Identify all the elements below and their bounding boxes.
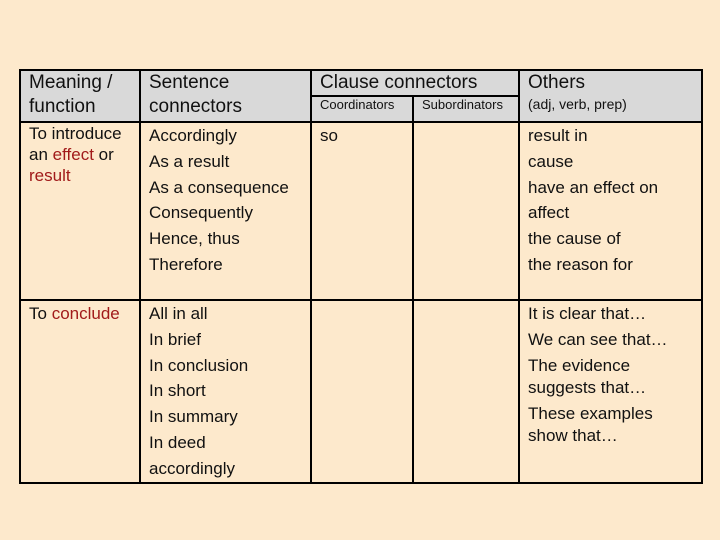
meaning-connector: or — [98, 145, 114, 164]
list-item: We can see that… — [528, 329, 668, 349]
list-item: Therefore — [149, 254, 223, 274]
header-sentence-connectors: Sentence connectors — [140, 70, 311, 122]
meaning-keyword-conclude: conclude — [51, 304, 120, 323]
header-others-sub: (adj, verb, prep) — [519, 96, 702, 122]
meaning-keyword-result: result — [29, 166, 71, 185]
meaning-cell-conclude — [20, 300, 140, 483]
header-subordinators: Subordinators — [413, 96, 519, 122]
others-conclude — [519, 300, 702, 483]
list-item: Hence, thus — [149, 229, 240, 249]
connectors-table — [19, 69, 703, 484]
sentence-connectors-conclude — [140, 300, 311, 483]
list-item: In deed — [149, 432, 206, 452]
list-item: affect — [528, 203, 570, 223]
coordinators-conclude — [311, 300, 413, 483]
sentence-connectors-effect — [140, 122, 311, 300]
list-item: In brief — [149, 329, 201, 349]
list-item: result in — [528, 126, 588, 145]
list-item: It is clear that… — [528, 304, 647, 323]
list-item: All in all — [149, 304, 208, 323]
table-row-conclude — [20, 300, 702, 483]
list-item: The evidence suggests that… — [528, 355, 647, 397]
coordinators-effect — [311, 122, 413, 300]
list-item: Consequently — [149, 203, 253, 223]
list-item: Accordingly — [149, 126, 237, 145]
list-item: In summary — [149, 407, 238, 427]
subordinators-conclude — [413, 300, 519, 483]
list-item: have an effect on — [528, 177, 659, 197]
table-row-effect — [20, 122, 702, 300]
list-item: In short — [149, 381, 206, 401]
list-item: These examples show that… — [528, 403, 653, 445]
list-item: accordingly — [149, 458, 235, 478]
header-others: Others — [519, 70, 702, 96]
meaning-cell-effect — [20, 122, 140, 300]
meaning-prefix: To — [29, 304, 47, 323]
header-clause-connectors: Clause connectors — [311, 70, 519, 96]
others-effect — [519, 122, 702, 300]
list-item: so — [320, 126, 338, 145]
list-item: In conclusion — [149, 355, 249, 375]
list-item: cause — [528, 151, 574, 171]
list-item: the reason for — [528, 254, 633, 274]
meaning-keyword-effect: effect — [52, 145, 94, 164]
header-meaning: Meaning / function — [20, 70, 140, 122]
list-item: the cause of — [528, 229, 621, 249]
meaning-prefix: To introduce an — [29, 124, 122, 164]
subordinators-effect — [413, 122, 519, 300]
list-item: As a result — [149, 151, 230, 171]
header-coordinators: Coordinators — [311, 96, 413, 122]
list-item: As a consequence — [149, 177, 289, 197]
